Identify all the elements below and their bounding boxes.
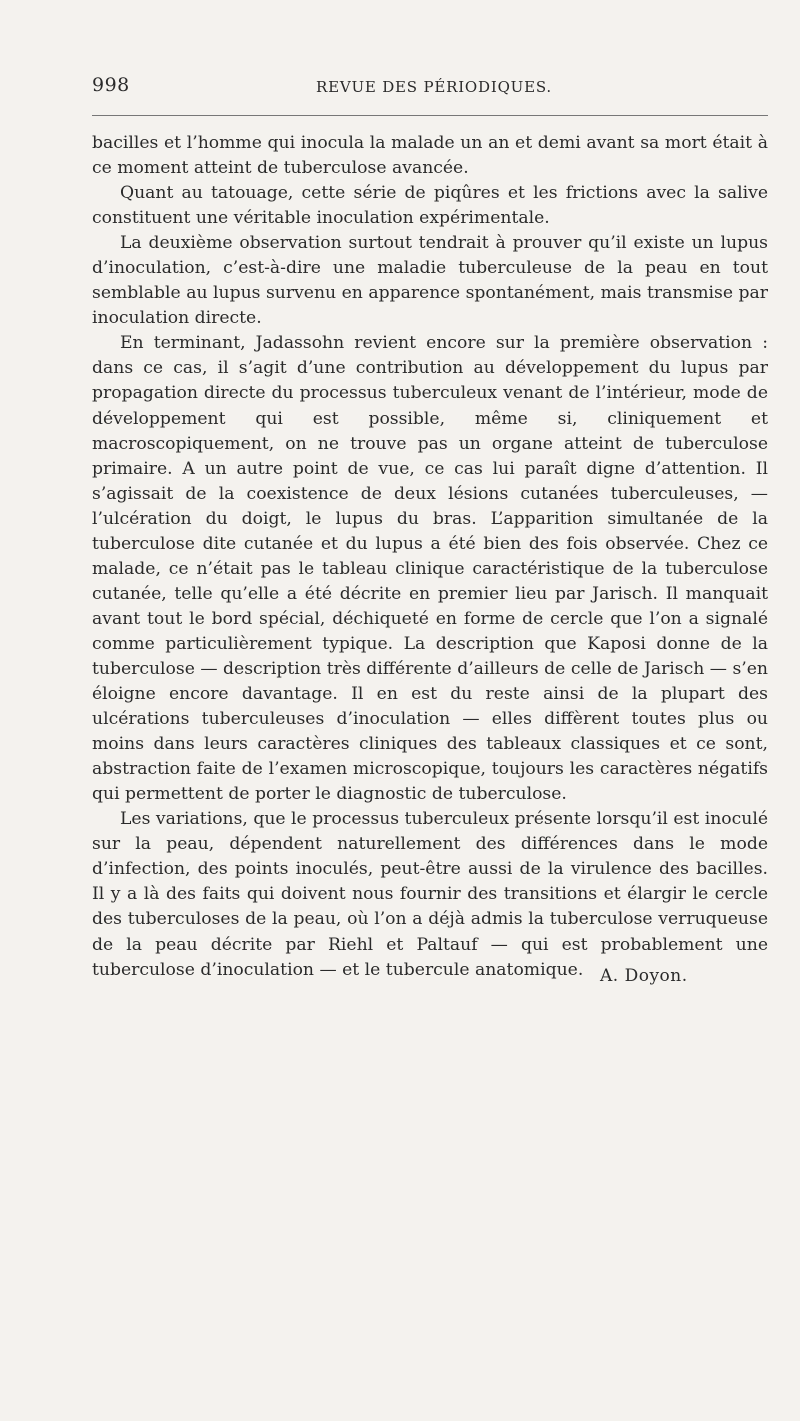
page-number: 998 (92, 74, 130, 96)
running-title: REVUE DES PÉRIODIQUES. (316, 78, 552, 96)
paragraph-2: Quant au tatouage, cette série de piqûres et les frictions avec la salive constituent une véritable inoculation expérimentale. (92, 183, 768, 229)
paragraph-1: bacilles et l’homme qui inocula la malade un an et demi avant sa mort était à ce moment atteint de tuberculose avancée. (92, 133, 768, 179)
header-divider (92, 115, 768, 116)
author-signature: A. Doyon. (600, 966, 688, 986)
article-body (92, 131, 768, 983)
paragraph-3: La deuxième observation surtout tendrait à prouver qu’il existe un lupus d’inoculation, c’est-à-dire une maladie tuberculeuse de la peau en tout semblable au lupus survenu en apparence spontanément, mais transmise par inoculation directe. (92, 233, 768, 329)
paragraph-4: En terminant, Jadassohn revient encore sur la première observation : dans ce cas, il s’agit d’une contribution au développement du lupus par propagation directe du processus tuberculeux venant de l’intérieur, mode de développement qui est possible, même si, cliniquement et macroscopiquement, on ne trouve pas un organe atteint de tuberculose primaire. A un autre point de vue, ce cas lui paraît digne d’attention. Il s’agissait de la coexistence de deux lésions cutanées tuberculeuses, — l’ulcération du doigt, le lupus du bras. L’apparition simultanée de la tuberculose dite cutanée et du lupus a été bien des fois observée. Chez ce malade, ce n’était pas le tableau clinique caractéristique de la tuberculose cutanée, telle qu’elle a été décrite en premier lieu par Jarisch. Il manquait avant tout le bord spécial, déchiqueté en forme de cercle que l’on a signalé comme particulièrement typique. La description que Kaposi donne de la tuberculose — description très différente d’ailleurs de celle de Jarisch — s’en éloigne encore davantage. Il en est du reste ainsi de la plupart des ulcérations tuberculeuses d’inoculation — elles diffèrent toutes plus ou moins dans leurs caractères cliniques des tableaux classiques et ce sont, abstraction faite de l’examen microscopique, toujours les caractères négatifs qui permettent de porter le diagnostic de tuberculose. (92, 333, 768, 805)
page-header (92, 74, 768, 104)
paragraph-5: Les variations, que le processus tuberculeux présente lorsqu’il est inoculé sur la peau, dépendent naturellement des différences dans le mode d’infection, des points inoculés, peut-être aussi de la virulence des bacilles. Il y a là des faits qui doivent nous fournir des transitions et élargir le cercle des tuberculoses de la peau, où l’on a déjà admis la tuberculose verruqueuse de la peau décrite par Riehl et Paltauf — qui est probablement une tuberculose d’inoculation — et le tubercule anatomique. (92, 809, 769, 980)
